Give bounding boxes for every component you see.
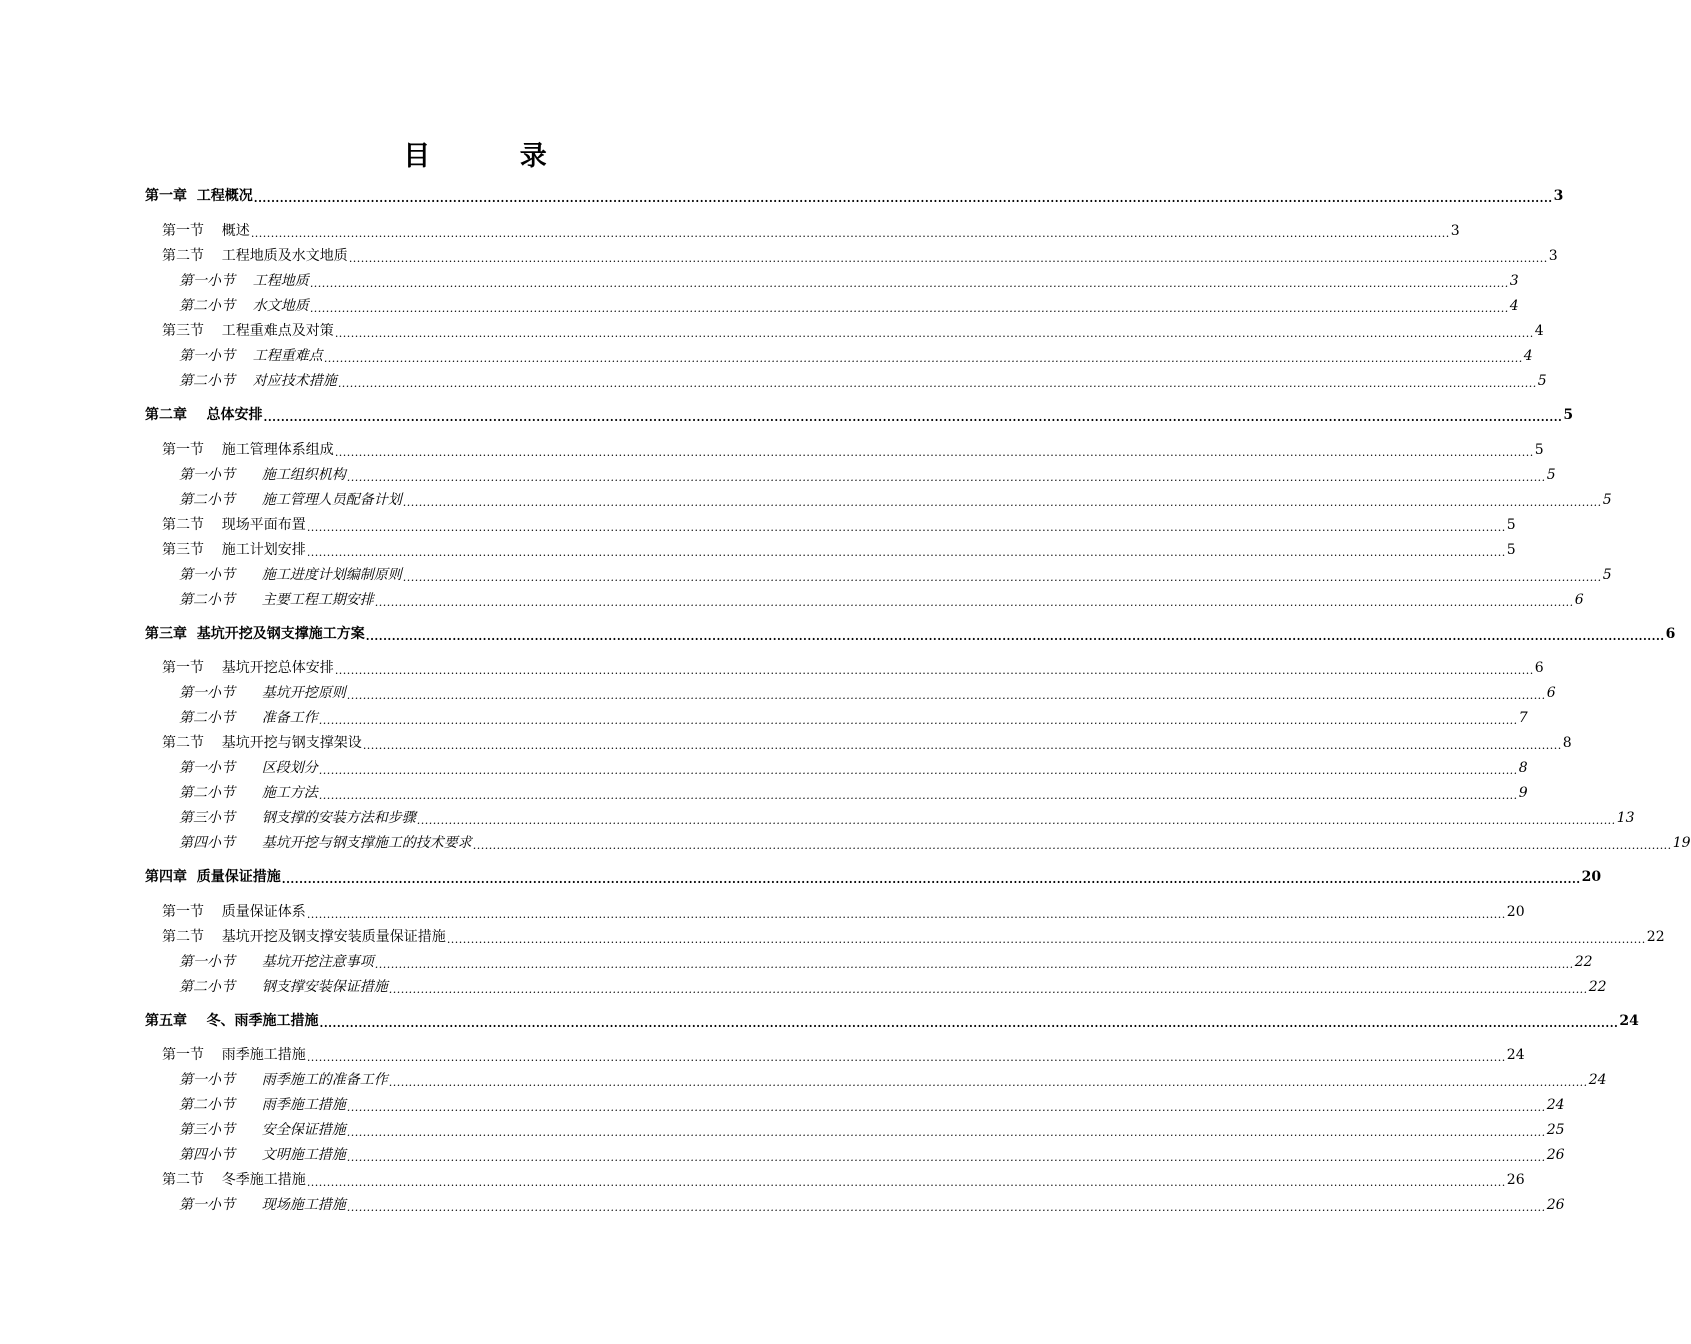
toc-entry-page-number: 20: [1581, 869, 1602, 885]
toc-dot-leader: ............................................................................................................................................................................................................................................................................................................: [365, 630, 1665, 643]
toc-dot-leader: ............................................................................................................................................................................................................................................................................................................: [346, 1126, 1546, 1139]
toc-entry-sub[interactable]: [179, 708, 1528, 728]
toc-entry-page-number: 6: [1574, 592, 1584, 608]
toc-entry-section[interactable]: [162, 658, 1544, 678]
toc-entry-page-number: 4: [1509, 298, 1519, 314]
toc-dot-leader: ............................................................................................................................................................................................................................................................................................................: [318, 789, 1518, 802]
toc-dot-leader: ............................................................................................................................................................................................................................................................................................................: [446, 933, 1646, 946]
toc-entry-page-number: 24: [1506, 1047, 1525, 1063]
toc-entry-label: 第二节 基坑开挖及钢支撑安装质量保证措施: [162, 929, 446, 945]
toc-dot-leader: ............................................................................................................................................................................................................................................................................................................: [253, 192, 1553, 205]
toc-dot-leader: ............................................................................................................................................................................................................................................................................................................: [346, 689, 1546, 702]
toc-entry-sub[interactable]: [179, 808, 1635, 828]
toc-dot-leader: ............................................................................................................................................................................................................................................................................................................: [402, 571, 1602, 584]
toc-entry-label: 第一小节 区段划分: [179, 760, 318, 776]
toc-dot-leader: ............................................................................................................................................................................................................................................................................................................: [388, 1076, 1588, 1089]
toc-dot-leader: ............................................................................................................................................................................................................................................................................................................: [346, 1151, 1546, 1164]
toc-entry-label: 第一小节 基坑开挖注意事项: [179, 954, 374, 970]
toc-entry-section[interactable]: [162, 440, 1544, 460]
toc-entry-page-number: 24: [1546, 1097, 1565, 1113]
toc-entry-label: 第一节 质量保证体系: [162, 904, 306, 920]
toc-entry-sub[interactable]: [179, 296, 1519, 316]
toc-entry-page-number: 5: [1534, 442, 1544, 458]
toc-dot-leader: ............................................................................................................................................................................................................................................................................................................: [306, 1176, 1506, 1189]
toc-entry-section[interactable]: [162, 221, 1460, 241]
toc-dot-leader: ............................................................................................................................................................................................................................................................................................................: [334, 664, 1534, 677]
toc-entry-label: 第四章 质量保证措施: [145, 869, 281, 885]
toc-dot-leader: ............................................................................................................................................................................................................................................................................................................: [374, 958, 1574, 971]
toc-entry-page-number: 19: [1672, 835, 1691, 851]
toc-entry-page-number: 3: [1509, 273, 1519, 289]
toc-dot-leader: ............................................................................................................................................................................................................................................................................................................: [306, 908, 1506, 921]
toc-entry-label: 第二节 基坑开挖与钢支撑架设: [162, 735, 362, 751]
toc-entry-label: 第四小节 基坑开挖与钢支撑施工的技术要求: [179, 835, 472, 851]
toc-entry-page-number: 5: [1546, 467, 1556, 483]
toc-entry-section[interactable]: [162, 927, 1665, 947]
toc-dot-leader: ............................................................................................................................................................................................................................................................................................................: [323, 352, 1523, 365]
toc-entry-label: 第一小节 施工进度计划编制原则: [179, 567, 402, 583]
toc-dot-leader: ............................................................................................................................................................................................................................................................................................................: [402, 496, 1602, 509]
toc-entry-sub[interactable]: [179, 346, 1533, 366]
toc-entry-sub[interactable]: [179, 683, 1556, 703]
toc-dot-leader: ............................................................................................................................................................................................................................................................................................................: [318, 764, 1518, 777]
toc-entry-label: 第二节 冬季施工措施: [162, 1172, 306, 1188]
toc-entry-page-number: 24: [1619, 1013, 1639, 1029]
toc-entry-chapter[interactable]: [145, 186, 1564, 206]
toc-entry-chapter[interactable]: [145, 405, 1574, 425]
toc-entry-sub[interactable]: [179, 590, 1584, 610]
toc-entry-label: 第二节 工程地质及水文地质: [162, 248, 348, 264]
toc-entry-label: 第三节 施工计划安排: [162, 542, 306, 558]
toc-dot-leader: ............................................................................................................................................................................................................................................................................................................: [319, 1017, 1619, 1030]
toc-entry-sub[interactable]: [179, 1120, 1565, 1140]
toc-entry-chapter[interactable]: [145, 624, 1676, 644]
toc-entry-label: 第一小节 雨季施工的准备工作: [179, 1072, 388, 1088]
toc-entry-label: 第三小节 钢支撑的安装方法和步骤: [179, 810, 416, 826]
toc-entry-sub[interactable]: [179, 833, 1691, 853]
toc-entry-label: 第一小节 基坑开挖原则: [179, 685, 346, 701]
toc-entry-label: 第一节 概述: [162, 223, 250, 239]
toc-entry-label: 第二小节 水文地质: [179, 298, 309, 314]
toc-dot-leader: ............................................................................................................................................................................................................................................................................................................: [306, 521, 1506, 534]
toc-entry-section[interactable]: [162, 321, 1544, 341]
toc-entry-label: 第二章 总体安排: [145, 407, 263, 423]
toc-entry-sub[interactable]: [179, 783, 1528, 803]
toc-entry-page-number: 8: [1518, 760, 1528, 776]
toc-entry-page-number: 3: [1450, 223, 1460, 239]
toc-entry-page-number: 4: [1523, 348, 1533, 364]
toc-entry-label: 第五章 冬、雨季施工措施: [145, 1013, 319, 1029]
toc-entry-page-number: 5: [1602, 567, 1612, 583]
toc-entry-sub[interactable]: [179, 565, 1612, 585]
toc-entry-section[interactable]: [162, 515, 1516, 535]
toc-dot-leader: ............................................................................................................................................................................................................................................................................................................: [388, 983, 1588, 996]
toc-entry-page-number: 22: [1588, 979, 1607, 995]
toc-entry-sub[interactable]: [179, 1070, 1607, 1090]
toc-entry-page-number: 5: [1602, 492, 1612, 508]
toc-dot-leader: ............................................................................................................................................................................................................................................................................................................: [472, 839, 1672, 852]
toc-entry-label: 第二小节 准备工作: [179, 710, 318, 726]
toc-entry-section[interactable]: [162, 246, 1558, 266]
toc-entry-page-number: 5: [1537, 373, 1547, 389]
toc-entry-page-number: 13: [1616, 810, 1635, 826]
toc-dot-leader: ............................................................................................................................................................................................................................................................................................................: [309, 302, 1509, 315]
toc-dot-leader: ............................................................................................................................................................................................................................................................................................................: [348, 252, 1548, 265]
toc-entry-section[interactable]: [162, 1045, 1525, 1065]
toc-entry-label: 第四小节 文明施工措施: [179, 1147, 346, 1163]
toc-entry-label: 第一节 施工管理体系组成: [162, 442, 334, 458]
toc-entry-label: 第一小节 工程地质: [179, 273, 309, 289]
toc-entry-page-number: 26: [1506, 1172, 1525, 1188]
toc-entry-label: 第一小节 现场施工措施: [179, 1197, 346, 1213]
toc-dot-leader: ............................................................................................................................................................................................................................................................................................................: [346, 471, 1546, 484]
toc-entry-sub[interactable]: [179, 1195, 1565, 1215]
toc-entry-page-number: 25: [1546, 1122, 1565, 1138]
toc-entry-sub[interactable]: [179, 271, 1519, 291]
toc-entry-section[interactable]: [162, 733, 1572, 753]
toc-entry-page-number: 3: [1548, 248, 1558, 264]
toc-entry-section[interactable]: [162, 540, 1516, 560]
toc-entry-label: 第二节 现场平面布置: [162, 517, 306, 533]
toc-entry-page-number: 6: [1665, 626, 1676, 642]
toc-dot-leader: ............................................................................................................................................................................................................................................................................................................: [318, 714, 1518, 727]
toc-dot-leader: ............................................................................................................................................................................................................................................................................................................: [263, 411, 1563, 424]
toc-dot-leader: ............................................................................................................................................................................................................................................................................................................: [337, 377, 1537, 390]
toc-entry-label: 第一小节 施工组织机构: [179, 467, 346, 483]
toc-entry-label: 第二小节 主要工程工期安排: [179, 592, 374, 608]
toc-entry-page-number: 7: [1518, 710, 1528, 726]
toc-entry-page-number: 3: [1553, 188, 1564, 204]
toc-entry-sub[interactable]: [179, 490, 1612, 510]
toc-entry-label: 第一节 基坑开挖总体安排: [162, 660, 334, 676]
toc-entry-sub[interactable]: [179, 758, 1528, 778]
toc-entry-page-number: 8: [1562, 735, 1572, 751]
toc-dot-leader: ............................................................................................................................................................................................................................................................................................................: [309, 277, 1509, 290]
toc-entry-page-number: 5: [1506, 517, 1516, 533]
toc-dot-leader: ............................................................................................................................................................................................................................................................................................................: [306, 1051, 1506, 1064]
toc-entry-label: 第一小节 工程重难点: [179, 348, 323, 364]
toc-entry-page-number: 24: [1588, 1072, 1607, 1088]
toc-entry-sub[interactable]: [179, 1145, 1565, 1165]
toc-dot-leader: ............................................................................................................................................................................................................................................................................................................: [346, 1101, 1546, 1114]
toc-entry-page-number: 26: [1546, 1197, 1565, 1213]
toc-entry-label: 第二小节 施工管理人员配备计划: [179, 492, 402, 508]
toc-dot-leader: ............................................................................................................................................................................................................................................................................................................: [374, 596, 1574, 609]
toc-entry-page-number: 4: [1534, 323, 1544, 339]
toc-entry-page-number: 22: [1574, 954, 1593, 970]
toc-entry-page-number: 5: [1563, 407, 1574, 423]
toc-dot-leader: ............................................................................................................................................................................................................................................................................................................: [416, 814, 1616, 827]
toc-entry-sub[interactable]: [179, 952, 1593, 972]
toc-entry-page-number: 6: [1546, 685, 1556, 701]
toc-entry-section[interactable]: [162, 1170, 1525, 1190]
toc-entry-label: 第二小节 施工方法: [179, 785, 318, 801]
toc-entry-sub[interactable]: [179, 465, 1556, 485]
toc-entry-chapter[interactable]: [145, 867, 1602, 887]
toc-dot-leader: ............................................................................................................................................................................................................................................................................................................: [334, 327, 1534, 340]
toc-entry-label: 第三小节 安全保证措施: [179, 1122, 346, 1138]
toc-entry-section[interactable]: [162, 902, 1525, 922]
toc-entry-page-number: 6: [1534, 660, 1544, 676]
toc-dot-leader: ............................................................................................................................................................................................................................................................................................................: [306, 546, 1506, 559]
toc-entry-sub[interactable]: [179, 371, 1547, 391]
toc-entry-label: 第二小节 对应技术措施: [179, 373, 337, 389]
toc-dot-leader: ............................................................................................................................................................................................................................................................................................................: [250, 227, 1450, 240]
toc-dot-leader: ............................................................................................................................................................................................................................................................................................................: [346, 1201, 1546, 1214]
toc-dot-leader: ............................................................................................................................................................................................................................................................................................................: [334, 446, 1534, 459]
toc-entry-label: 第三章 基坑开挖及钢支撑施工方案: [145, 626, 365, 642]
toc-entry-label: 第二小节 钢支撑安装保证措施: [179, 979, 388, 995]
toc-entry-label: 第三节 工程重难点及对策: [162, 323, 334, 339]
toc-entry-sub[interactable]: [179, 977, 1607, 997]
toc-entry-chapter[interactable]: [145, 1011, 1639, 1031]
toc-entry-page-number: 9: [1518, 785, 1528, 801]
toc-entry-page-number: 22: [1646, 929, 1665, 945]
toc-dot-leader: ............................................................................................................................................................................................................................................................................................................: [362, 739, 1562, 752]
toc-entry-label: 第一章 工程概况: [145, 188, 253, 204]
toc-entry-page-number: 20: [1506, 904, 1525, 920]
toc-entry-label: 第二小节 雨季施工措施: [179, 1097, 346, 1113]
page-title: 目 录: [403, 141, 587, 172]
toc-entry-page-number: 5: [1506, 542, 1516, 558]
toc-entry-label: 第一节 雨季施工措施: [162, 1047, 306, 1063]
toc-entry-page-number: 26: [1546, 1147, 1565, 1163]
toc-entry-sub[interactable]: [179, 1095, 1565, 1115]
toc-dot-leader: ............................................................................................................................................................................................................................................................................................................: [281, 873, 1581, 886]
